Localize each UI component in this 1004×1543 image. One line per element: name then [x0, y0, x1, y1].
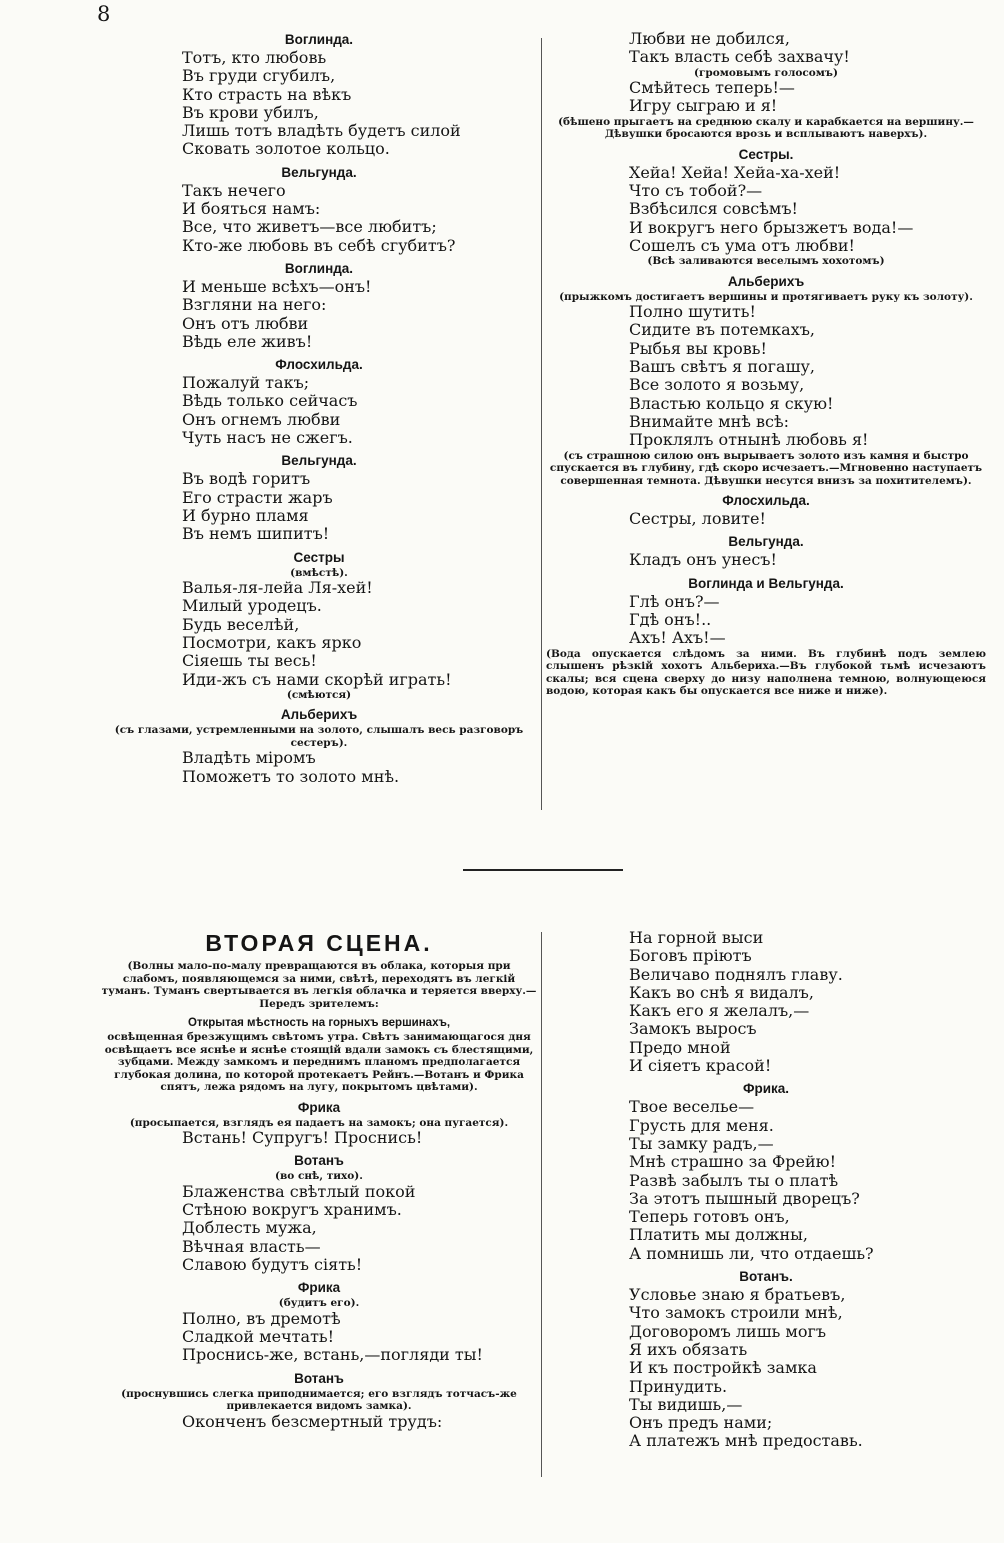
- verse-line: А платежъ мнѣ предоставь.: [629, 1431, 863, 1451]
- verse-line: И бояться намъ:: [182, 199, 321, 219]
- verse-line: Кто страсть на вѣкъ: [182, 84, 352, 104]
- stage-direction: (съ глазами, устремленными на золото, слышалъ весь разговоръ сестеръ).: [114, 724, 524, 749]
- verse-line: Гдѣ онъ!..: [629, 609, 712, 629]
- top-left-column: [100, 30, 538, 786]
- verse-line: А помнишь ли, что отдаешь?: [629, 1243, 874, 1263]
- verse-line: Все золото я возьму,: [629, 375, 805, 395]
- verse-line: И меньше всѣхъ—онъ!: [182, 276, 372, 296]
- verse-line: Иди-жъ съ нами скорѣй играть!: [182, 669, 452, 689]
- speaker-name: Вельгунда.: [728, 534, 804, 550]
- verse-line: Игру сыграю и я!: [629, 96, 778, 116]
- verse-line: Блаженства свѣтлый покой: [182, 1181, 416, 1201]
- verse-line: Взгляни на него:: [182, 295, 327, 315]
- verse-line: Развѣ забылъ ты о платѣ: [629, 1170, 839, 1190]
- verse-line: Посмотри, какъ ярко: [182, 632, 362, 652]
- verse-line: Его страсти жаръ: [182, 487, 333, 507]
- verse-line: Онъ огнемъ любви: [182, 409, 341, 429]
- verse-line: Любви не добился,: [629, 29, 790, 48]
- verse-line: Полно шутить!: [629, 302, 756, 322]
- stage-direction: освѣщенная брезжущимъ свѣтомъ утра. Свѣтъ занимающагося дня освѣщаетъ все яснѣе и яснѣе стоящій вдали замокъ съ блестящими, зубцами. Между замкомъ и переднимъ планомъ предполагается глубокая долина, по которой протекаетъ Рейнъ.—Вотанъ и Фрика спятъ, лежа рядомъ на лугу, покрытомъ цвѣтами).: [104, 1031, 534, 1093]
- verse-line: Сошелъ съ ума отъ любви!: [629, 235, 855, 255]
- verse-line: Лишь тотъ владѣть будетъ силой: [182, 121, 461, 141]
- speaker-name: Вотанъ: [294, 1153, 344, 1169]
- verse-line: Проклялъ отнынѣ любовь я!: [629, 430, 869, 450]
- verse-line: Оконченъ безсмертный трудъ:: [182, 1411, 443, 1431]
- verse-line: Милый уродецъ.: [182, 596, 322, 616]
- verse-line: За этотъ пышный дворецъ?: [629, 1188, 860, 1208]
- speaker-name: Вотанъ.: [739, 1269, 793, 1285]
- verse-line: Ты замку радъ,—: [629, 1133, 774, 1153]
- verse-line: Вашъ свѣтъ я погашу,: [629, 357, 815, 377]
- verse-line: Твое веселье—: [629, 1097, 755, 1117]
- verse-line: Въ водѣ горитъ: [182, 469, 311, 489]
- verse-line: Сладкой мечтать!: [182, 1327, 335, 1347]
- stage-direction: (во снѣ, тихо).: [275, 1170, 363, 1183]
- speaker-name: Вельгунда.: [281, 164, 357, 180]
- stage-direction: (бѣшено прыгаетъ на среднюю скалу и карабкается на вершину.—Дѣвушки бросаются врозь и всплываютъ наверхъ).: [558, 115, 974, 141]
- verse-line: Взбѣсился совсѣмъ!: [629, 199, 798, 219]
- verse-line: Что съ тобой?—: [629, 180, 763, 200]
- verse-line: Славою будутъ сіять!: [182, 1254, 363, 1274]
- stage-direction: (просыпается, взглядъ ея падаетъ на замокъ; она пугается).: [129, 1116, 509, 1129]
- verse-line: Поможетъ то золото мнѣ.: [182, 766, 400, 786]
- verse-line: Будь веселѣй,: [182, 614, 300, 634]
- verse-line: Чуть насъ не сжегъ.: [182, 428, 353, 448]
- verse-line: Принудить.: [629, 1376, 728, 1396]
- speaker-name: Фрика: [297, 1280, 341, 1296]
- section-divider: [463, 869, 623, 871]
- speaker-name: Фрика.: [742, 1081, 790, 1097]
- verse-line: И бурно пламя: [182, 505, 309, 525]
- verse-line: Валья-ля-лейа Ля-хей!: [182, 578, 373, 598]
- verse-line: Кто-же любовь въ себѣ сгубитъ?: [182, 235, 456, 255]
- verse-line: Что замокъ строили мнѣ,: [629, 1303, 843, 1323]
- verse-line: Замокъ выросъ: [629, 1019, 757, 1039]
- verse-line: Полно, въ дремотѣ: [182, 1308, 341, 1328]
- stage-direction: (Всѣ заливаются веселымъ хохотомъ): [647, 255, 885, 268]
- verse-line: Встань! Супругъ! Проснись!: [182, 1128, 423, 1147]
- speaker-name: Вельгунда.: [281, 453, 357, 469]
- verse-line: Рыбья вы кровь!: [629, 338, 767, 358]
- stage-direction: (громовымъ голосомъ): [694, 66, 838, 79]
- verse-line: Такъ власть себѣ захвачу!: [629, 47, 850, 67]
- verse-line: Кладъ онъ унесъ!: [629, 550, 777, 570]
- verse-line: Проснись-же, встань,—погляди ты!: [182, 1345, 483, 1365]
- verse-line: Въ груди сгубилъ,: [182, 66, 336, 86]
- speaker-name: Воглинда.: [284, 32, 354, 47]
- verse-line: Договоромъ лишь могъ: [629, 1321, 827, 1341]
- verse-line: Какъ во снѣ я видалъ,: [629, 982, 814, 1002]
- verse-line: Вѣдь еле живъ!: [182, 331, 313, 351]
- stage-direction: (проснувшись слегка приподнимается; его взглядъ тотчасъ-же привлекается видомъ замка).: [121, 1387, 517, 1413]
- verse-line: Ахъ! Ахъ!—: [629, 628, 726, 648]
- verse-line: Боговъ пріютъ: [629, 946, 752, 966]
- stage-direction: (смѣются): [286, 688, 352, 701]
- verse-line: Сидите въ потемкахъ,: [629, 320, 815, 340]
- speaker-name: Флосхильда.: [275, 357, 363, 373]
- verse-line: Онъ предъ нами;: [629, 1413, 773, 1433]
- verse-line: Глѣ онъ?—: [629, 591, 720, 611]
- stage-direction: (Волны мало-по-малу превращаются въ облака, которыя при слабомъ, появляющемся за ними, свѣтѣ, переходятъ въ легкій туманъ. Туманъ свертывается въ легкія облачка и теряется вверху.—Передъ зрителемъ:: [101, 960, 537, 1010]
- verse-line: Смѣйтесь теперь!—: [629, 78, 795, 98]
- verse-line: Величаво поднялъ главу.: [629, 964, 843, 984]
- speaker-name: Сестры: [293, 549, 345, 565]
- verse-line: Грусть для меня.: [629, 1115, 774, 1135]
- verse-line: Ты видишь,—: [629, 1394, 743, 1414]
- verse-line: Вѣдь только сейчасъ: [182, 391, 358, 411]
- stage-direction: (Вода опускается слѣдомъ за ними. Въ глубинѣ подъ землею слышенъ рѣзкій хохотъ Альбериха.—Въ глубокой тьмѣ исчезаютъ скалы; вся сцена сверху до низу наполнена темною, волнующеюся водою, которая какъ бы опускается все ниже и ниже).: [546, 647, 986, 698]
- verse-line: Какъ его я желалъ,—: [629, 1001, 810, 1021]
- speaker-name: Сестры.: [738, 146, 794, 162]
- verse-line: Я ихъ обязать: [629, 1339, 748, 1359]
- verse-line: Мнѣ страшно за Фрейю!: [629, 1152, 836, 1172]
- stage-direction: (съ страшною силою онъ вырываетъ золото изъ камня и быстро спускается въ глубину, гдѣ скоро исчезаетъ.—Мгновенно наступаетъ совершенная темнота. Дѣвушки несутся внизъ за похитителемъ).: [549, 449, 983, 487]
- verse-line: На горной выси: [629, 928, 764, 947]
- speaker-name: Фрика: [297, 1099, 341, 1115]
- speaker-name: Вотанъ: [294, 1370, 344, 1386]
- speaker-name: Воглинда и Вельгунда.: [688, 575, 844, 591]
- bottom-left-column: [100, 928, 538, 1431]
- setting-heading: Открытая мѣстность на горныхъ вершинахъ,: [187, 1017, 451, 1029]
- verse-line: Въ крови убилъ,: [182, 102, 319, 122]
- speaker-name: Воглинда.: [284, 260, 354, 276]
- speaker-name: Флосхильда.: [722, 493, 810, 509]
- top-right-column: [546, 30, 986, 698]
- verse-line: Платить мы должны,: [629, 1225, 808, 1245]
- verse-line: Онъ отъ любви: [182, 313, 309, 333]
- bottom-right-column: [546, 929, 986, 1451]
- verse-line: Хейа! Хейа! Хейа-ха-хей!: [629, 162, 841, 182]
- verse-line: Сіяешь ты весь!: [182, 651, 317, 671]
- verse-line: Внимайте мнѣ всѣ:: [629, 411, 789, 431]
- verse-line: Властью кольцо я скую!: [629, 393, 834, 413]
- verse-line: Условье знаю я братьевъ,: [629, 1285, 846, 1305]
- stage-direction: (будитъ его).: [278, 1297, 360, 1310]
- stage-direction: (прыжкомъ достигаетъ вершины и протягиваетъ руку къ золоту).: [559, 290, 973, 303]
- verse-line: Все, что живетъ—все любитъ;: [182, 217, 437, 237]
- verse-line: Предо мной: [629, 1037, 731, 1057]
- verse-line: Владѣть міромъ: [182, 748, 316, 768]
- bottom-column-divider: [541, 932, 542, 1477]
- verse-line: Въ немъ шипитъ!: [182, 524, 330, 544]
- verse-line: Теперь готовъ онъ,: [629, 1207, 790, 1227]
- stage-direction: (вмѣстѣ).: [290, 566, 348, 579]
- verse-line: Пожалуй такъ;: [182, 373, 310, 393]
- verse-line: Такъ нечего: [182, 180, 286, 200]
- speaker-name: Альберихъ: [727, 273, 805, 289]
- verse-line: И вокругъ него брызжетъ вода!—: [629, 217, 914, 237]
- page-number: 8: [97, 2, 111, 26]
- verse-line: Стѣною вокругъ хранимъ.: [182, 1200, 402, 1220]
- scene-title: ВТОРАЯ СЦЕНА.: [205, 930, 433, 956]
- verse-line: Тотъ, кто любовь: [182, 48, 327, 67]
- verse-line: Доблесть мужа,: [182, 1218, 317, 1238]
- verse-line: И сіяетъ красой!: [629, 1056, 772, 1076]
- verse-line: Сестры, ловите!: [629, 509, 766, 529]
- top-column-divider: [541, 38, 542, 810]
- speaker-name: Альберихъ: [280, 707, 358, 723]
- verse-line: Сковать золотое кольцо.: [182, 139, 390, 159]
- verse-line: И къ постройкѣ замка: [629, 1358, 817, 1378]
- verse-line: Вѣчная власть—: [182, 1236, 321, 1256]
